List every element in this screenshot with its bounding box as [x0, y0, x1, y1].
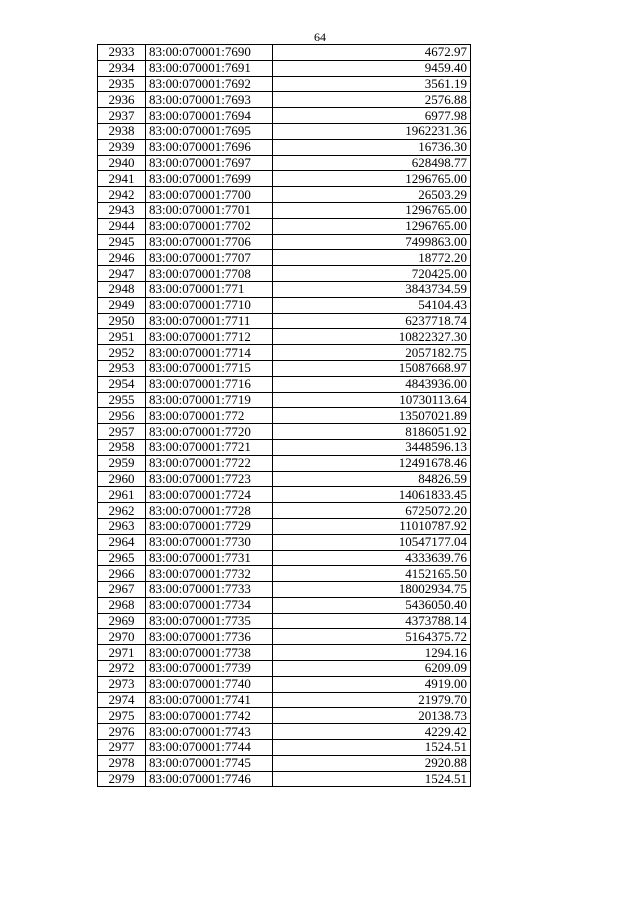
- row-number: 2938: [98, 123, 146, 139]
- row-number: 2944: [98, 218, 146, 234]
- cadastral-number: 83:00:070001:7714: [146, 345, 273, 361]
- cadastral-number: 83:00:070001:7730: [146, 534, 273, 550]
- row-number: 2977: [98, 740, 146, 756]
- row-number: 2968: [98, 597, 146, 613]
- table-row: [98, 218, 471, 234]
- cadastral-value: 18002934.75: [273, 582, 471, 598]
- cadastral-value: 7499863.00: [273, 234, 471, 250]
- table-row: [98, 92, 471, 108]
- table-row: [98, 439, 471, 455]
- row-number: 2956: [98, 408, 146, 424]
- row-number: 2955: [98, 392, 146, 408]
- row-number: 2960: [98, 471, 146, 487]
- row-number: 2933: [98, 45, 146, 61]
- table-row: [98, 503, 471, 519]
- table-row: [98, 297, 471, 313]
- row-number: 2952: [98, 345, 146, 361]
- cadastral-value-table: [97, 44, 471, 787]
- cadastral-number: 83:00:070001:7731: [146, 550, 273, 566]
- table-row: [98, 771, 471, 787]
- table-row: [98, 234, 471, 250]
- table-row: [98, 408, 471, 424]
- row-number: 2973: [98, 676, 146, 692]
- row-number: 2969: [98, 613, 146, 629]
- row-number: 2970: [98, 629, 146, 645]
- cadastral-number: 83:00:070001:7719: [146, 392, 273, 408]
- cadastral-value: 54104.43: [273, 297, 471, 313]
- table-row: [98, 45, 471, 61]
- table-row: [98, 661, 471, 677]
- row-number: 2961: [98, 487, 146, 503]
- table-row: [98, 566, 471, 582]
- row-number: 2967: [98, 582, 146, 598]
- table-row: [98, 76, 471, 92]
- table-row: [98, 202, 471, 218]
- table-row: [98, 155, 471, 171]
- cadastral-number: 83:00:070001:7734: [146, 597, 273, 613]
- table-row: [98, 724, 471, 740]
- cadastral-value: 21979.70: [273, 692, 471, 708]
- cadastral-value: 1962231.36: [273, 123, 471, 139]
- cadastral-number: 83:00:070001:7706: [146, 234, 273, 250]
- cadastral-number: 83:00:070001:7710: [146, 297, 273, 313]
- table-row: [98, 471, 471, 487]
- row-number: 2936: [98, 92, 146, 108]
- cadastral-number: 83:00:070001:7728: [146, 503, 273, 519]
- row-number: 2971: [98, 645, 146, 661]
- row-number: 2966: [98, 566, 146, 582]
- row-number: 2943: [98, 202, 146, 218]
- row-number: 2963: [98, 518, 146, 534]
- cadastral-value: 2057182.75: [273, 345, 471, 361]
- cadastral-value: 5436050.40: [273, 597, 471, 613]
- cadastral-value: 16736.30: [273, 139, 471, 155]
- row-number: 2949: [98, 297, 146, 313]
- cadastral-number: 83:00:070001:7700: [146, 187, 273, 203]
- cadastral-value: 1296765.00: [273, 171, 471, 187]
- row-number: 2958: [98, 439, 146, 455]
- cadastral-number: 83:00:070001:7732: [146, 566, 273, 582]
- cadastral-value: 5164375.72: [273, 629, 471, 645]
- cadastral-number: 83:00:070001:7745: [146, 755, 273, 771]
- table-row: [98, 250, 471, 266]
- cadastral-number: 83:00:070001:772: [146, 408, 273, 424]
- cadastral-value: 26503.29: [273, 187, 471, 203]
- cadastral-value: 3843734.59: [273, 281, 471, 297]
- cadastral-value: 12491678.46: [273, 455, 471, 471]
- table-row: [98, 360, 471, 376]
- table-row: [98, 392, 471, 408]
- cadastral-value: 720425.00: [273, 266, 471, 282]
- row-number: 2974: [98, 692, 146, 708]
- cadastral-value: 15087668.97: [273, 360, 471, 376]
- cadastral-number: 83:00:070001:7715: [146, 360, 273, 376]
- cadastral-value: 84826.59: [273, 471, 471, 487]
- row-number: 2957: [98, 424, 146, 440]
- cadastral-number: 83:00:070001:7733: [146, 582, 273, 598]
- table-row: [98, 550, 471, 566]
- row-number: 2964: [98, 534, 146, 550]
- cadastral-number: 83:00:070001:7740: [146, 676, 273, 692]
- cadastral-value: 1524.51: [273, 740, 471, 756]
- cadastral-number: 83:00:070001:7711: [146, 313, 273, 329]
- row-number: 2937: [98, 108, 146, 124]
- row-number: 2951: [98, 329, 146, 345]
- table-row: [98, 60, 471, 76]
- row-number: 2976: [98, 724, 146, 740]
- cadastral-value: 4843936.00: [273, 376, 471, 392]
- cadastral-value: 4919.00: [273, 676, 471, 692]
- row-number: 2948: [98, 281, 146, 297]
- cadastral-value: 6725072.20: [273, 503, 471, 519]
- cadastral-value: 13507021.89: [273, 408, 471, 424]
- table-row: [98, 266, 471, 282]
- cadastral-value: 18772.20: [273, 250, 471, 266]
- cadastral-number: 83:00:070001:7699: [146, 171, 273, 187]
- table-row: [98, 345, 471, 361]
- table-row: [98, 740, 471, 756]
- row-number: 2979: [98, 771, 146, 787]
- cadastral-value: 10822327.30: [273, 329, 471, 345]
- cadastral-number: 83:00:070001:7738: [146, 645, 273, 661]
- cadastral-value: 10547177.04: [273, 534, 471, 550]
- row-number: 2959: [98, 455, 146, 471]
- cadastral-value: 1296765.00: [273, 202, 471, 218]
- table-body: [98, 45, 471, 787]
- row-number: 2962: [98, 503, 146, 519]
- row-number: 2947: [98, 266, 146, 282]
- cadastral-number: 83:00:070001:7722: [146, 455, 273, 471]
- table-row: [98, 123, 471, 139]
- table-row: [98, 613, 471, 629]
- cadastral-number: 83:00:070001:7690: [146, 45, 273, 61]
- cadastral-number: 83:00:070001:7743: [146, 724, 273, 740]
- cadastral-number: 83:00:070001:7696: [146, 139, 273, 155]
- cadastral-value: 3448596.13: [273, 439, 471, 455]
- cadastral-value: 4229.42: [273, 724, 471, 740]
- row-number: 2954: [98, 376, 146, 392]
- cadastral-value: 10730113.64: [273, 392, 471, 408]
- table-row: [98, 692, 471, 708]
- cadastral-value: 2576.88: [273, 92, 471, 108]
- row-number: 2965: [98, 550, 146, 566]
- cadastral-value: 9459.40: [273, 60, 471, 76]
- cadastral-value: 8186051.92: [273, 424, 471, 440]
- page-number: 64: [314, 30, 326, 44]
- table-row: [98, 108, 471, 124]
- cadastral-value: 2920.88: [273, 755, 471, 771]
- cadastral-number: 83:00:070001:7723: [146, 471, 273, 487]
- cadastral-number: 83:00:070001:7707: [146, 250, 273, 266]
- table-row: [98, 534, 471, 550]
- cadastral-value: 14061833.45: [273, 487, 471, 503]
- row-number: 2978: [98, 755, 146, 771]
- table-row: [98, 455, 471, 471]
- row-number: 2942: [98, 187, 146, 203]
- cadastral-value: 1296765.00: [273, 218, 471, 234]
- row-number: 2940: [98, 155, 146, 171]
- cadastral-number: 83:00:070001:7695: [146, 123, 273, 139]
- row-number: 2935: [98, 76, 146, 92]
- cadastral-number: 83:00:070001:7724: [146, 487, 273, 503]
- table-row: [98, 582, 471, 598]
- cadastral-number: 83:00:070001:7720: [146, 424, 273, 440]
- cadastral-number: 83:00:070001:7692: [146, 76, 273, 92]
- cadastral-number: 83:00:070001:7736: [146, 629, 273, 645]
- table-row: [98, 629, 471, 645]
- cadastral-value: 20138.73: [273, 708, 471, 724]
- cadastral-number: 83:00:070001:7729: [146, 518, 273, 534]
- row-number: 2950: [98, 313, 146, 329]
- cadastral-number: 83:00:070001:7691: [146, 60, 273, 76]
- table-row: [98, 313, 471, 329]
- cadastral-number: 83:00:070001:7716: [146, 376, 273, 392]
- cadastral-number: 83:00:070001:7739: [146, 661, 273, 677]
- row-number: 2972: [98, 661, 146, 677]
- table-row: [98, 676, 471, 692]
- row-number: 2934: [98, 60, 146, 76]
- table-row: [98, 487, 471, 503]
- table-row: [98, 597, 471, 613]
- cadastral-number: 83:00:070001:7702: [146, 218, 273, 234]
- row-number: 2945: [98, 234, 146, 250]
- cadastral-value: 6237718.74: [273, 313, 471, 329]
- cadastral-value: 11010787.92: [273, 518, 471, 534]
- cadastral-value: 1294.16: [273, 645, 471, 661]
- cadastral-number: 83:00:070001:7694: [146, 108, 273, 124]
- row-number: 2941: [98, 171, 146, 187]
- cadastral-number: 83:00:070001:771: [146, 281, 273, 297]
- row-number: 2975: [98, 708, 146, 724]
- row-number: 2939: [98, 139, 146, 155]
- table-row: [98, 518, 471, 534]
- table-row: [98, 424, 471, 440]
- cadastral-value: 4152165.50: [273, 566, 471, 582]
- cadastral-value: 6977.98: [273, 108, 471, 124]
- table-row: [98, 708, 471, 724]
- cadastral-value: 1524.51: [273, 771, 471, 787]
- cadastral-value: 3561.19: [273, 76, 471, 92]
- cadastral-value: 4373788.14: [273, 613, 471, 629]
- cadastral-number: 83:00:070001:7708: [146, 266, 273, 282]
- cadastral-number: 83:00:070001:7721: [146, 439, 273, 455]
- cadastral-value: 628498.77: [273, 155, 471, 171]
- row-number: 2946: [98, 250, 146, 266]
- cadastral-number: 83:00:070001:7741: [146, 692, 273, 708]
- table-row: [98, 281, 471, 297]
- cadastral-value: 4333639.76: [273, 550, 471, 566]
- cadastral-number: 83:00:070001:7693: [146, 92, 273, 108]
- table-row: [98, 187, 471, 203]
- table-row: [98, 645, 471, 661]
- cadastral-number: 83:00:070001:7744: [146, 740, 273, 756]
- cadastral-number: 83:00:070001:7735: [146, 613, 273, 629]
- table-row: [98, 139, 471, 155]
- row-number: 2953: [98, 360, 146, 376]
- table-row: [98, 329, 471, 345]
- cadastral-number: 83:00:070001:7742: [146, 708, 273, 724]
- cadastral-value: 4672.97: [273, 45, 471, 61]
- table-row: [98, 171, 471, 187]
- table-row: [98, 755, 471, 771]
- cadastral-value: 6209.09: [273, 661, 471, 677]
- cadastral-number: 83:00:070001:7701: [146, 202, 273, 218]
- table-row: [98, 376, 471, 392]
- cadastral-number: 83:00:070001:7746: [146, 771, 273, 787]
- cadastral-number: 83:00:070001:7712: [146, 329, 273, 345]
- cadastral-number: 83:00:070001:7697: [146, 155, 273, 171]
